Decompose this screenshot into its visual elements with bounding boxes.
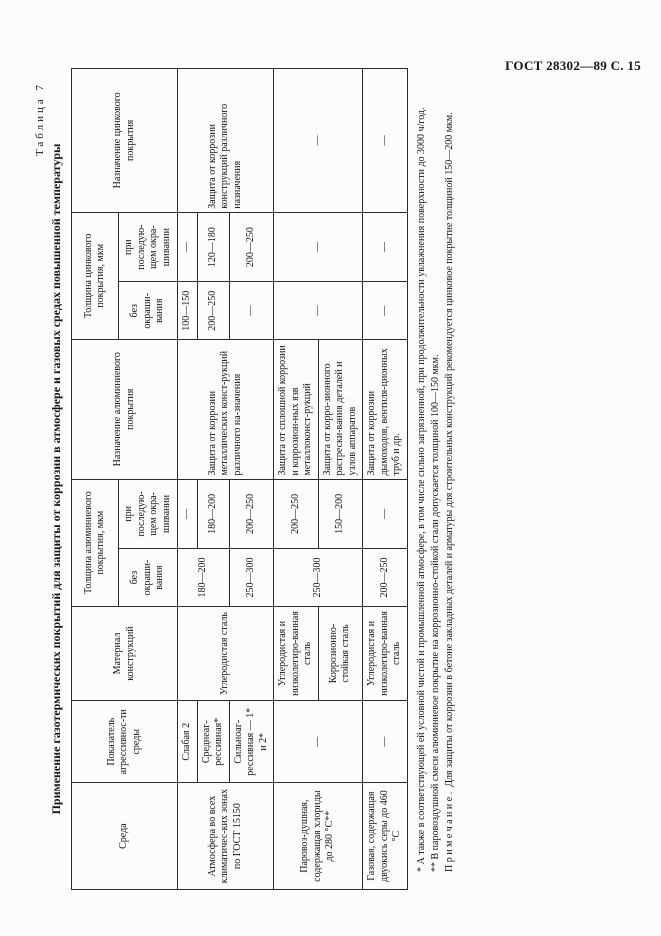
table-cell: Газовая, содержащая двуокись серы до 460 °С [363,783,408,890]
coatings-table [71,68,408,890]
table-cell: Атмосфера во всех климатичес-ких зонах по ГОСТ 15150 [178,783,274,890]
table-cell: Защита от корро-зионного растрески-вания деталей и узлов аппаратов [318,339,363,479]
table-cell: 150—200 [318,479,363,549]
footnote-2: ** В паровоздушной смеси алюминиевое покрытие на коррозионно-стойкой стали допускается толщиной 100—150 мкм. [429,354,441,872]
table-cell: 200—250 [363,549,408,606]
table-cell: Углеродистая и низколегиро-ванная сталь [274,606,319,700]
col-header-al-pri-okr: при последую-щем окра-шивании [119,479,178,549]
col-header-al-naznach: Назначение алюминиевого покрытия [72,339,178,479]
page-header-gost-ref: ГОСТ 28302—89 С. 15 [505,58,641,73]
table-cell: — [363,69,408,213]
table-cell: Сильноаг-рессивная — 1* и 2* [229,701,274,783]
table-cell: — [274,212,363,282]
rotated-table-block [34,58,658,900]
table-cell: Защита от сплошной коррозии и коррозион-ных язв металлоконст-рукций [274,339,319,479]
table-cell: 200—250 [274,479,319,549]
col-header-zn-bez-okr: без окраши-вания [119,282,178,339]
col-header-zn-pri-okr: при последую-щем окра-шивании [119,212,178,282]
table-cell: Слабая 2 [178,701,198,783]
table-cell: Среднеаг-рессивная* [197,701,229,783]
table-cell: 200—250 [229,479,274,549]
table-cell: Углеродистая сталь [178,606,274,700]
table-title: Применение газотермических покрытий для защиты от коррозии в атмосфере и газовых средах повышенной температуры [49,143,63,815]
footnotes [415,68,456,890]
col-header-zn-thickness-group: Толщина цинкового покрытия, мкм [72,212,119,339]
table-cell: 200—250 [229,212,274,282]
table-cell: — [229,282,274,339]
table-cell: — [363,212,408,282]
table-cell: 250—300 [274,549,363,606]
table-cell: 180—200 [178,549,230,606]
col-header-al-thickness-group: Толщина алюминиевого покрытия, мкм [72,479,119,606]
table-number-label: Таблица 7 [34,82,46,157]
table-cell: — [274,69,363,213]
table-cell: Защита от коррозии конструкций различного назначения [178,69,274,213]
col-header-pokazatel: Показатель агрессивнос-ти среды [72,701,178,783]
table-cell: 200—250 [197,282,229,339]
table-header [72,69,178,890]
table-body [178,69,408,890]
col-header-material: Материал конструкций [72,606,178,700]
table-cell: Защита от коррозии металлических конст-рукций различного на-значения [178,339,274,479]
table-cell: 180—200 [197,479,229,549]
table-cell: Паровоз-душная, содержащая хлориды до 280 °С** [274,783,363,890]
table-cell: 100—150 [178,282,198,339]
table-cell: — [178,479,198,549]
table-cell: — [274,282,363,339]
table-cell: Углеродистая и низколегиро-ванная сталь [363,606,408,700]
table-row [178,69,198,890]
note-label: Примечание. [443,789,455,872]
table-row [363,69,408,890]
note [443,68,456,890]
note-text: Для защиты от коррозии в бетоне закладных деталей и арматуры для строительных конструкций рекомендуется цинковое покрытие толщиной 150—200 мкм. [443,112,455,787]
table-cell: — [178,212,198,282]
table-cell: — [363,282,408,339]
col-header-sreda: Среда [72,783,178,890]
table-cell: Защита от коррозии дымоходов, вентиля-ционных труб и др. [363,339,408,479]
table-row [274,69,319,890]
table-cell: Коррозионно-стойкая сталь [318,606,363,700]
col-header-al-bez-okr: без окраши-вания [119,549,178,606]
table-cell: 250—300 [229,549,274,606]
table-cell: — [274,701,363,783]
col-header-zn-naznach: Назначение цинкового покрытия [72,69,178,213]
table-cell: — [363,479,408,549]
table-cell: 120—180 [197,212,229,282]
table-cell: — [363,701,408,783]
footnote-1: * А также в соответствующей ей условной чистой и промышленной атмосфере, в том числе сильно загрязненной, при продолжительности увлажнения поверхности до 3000 ч/год. [415,107,427,872]
